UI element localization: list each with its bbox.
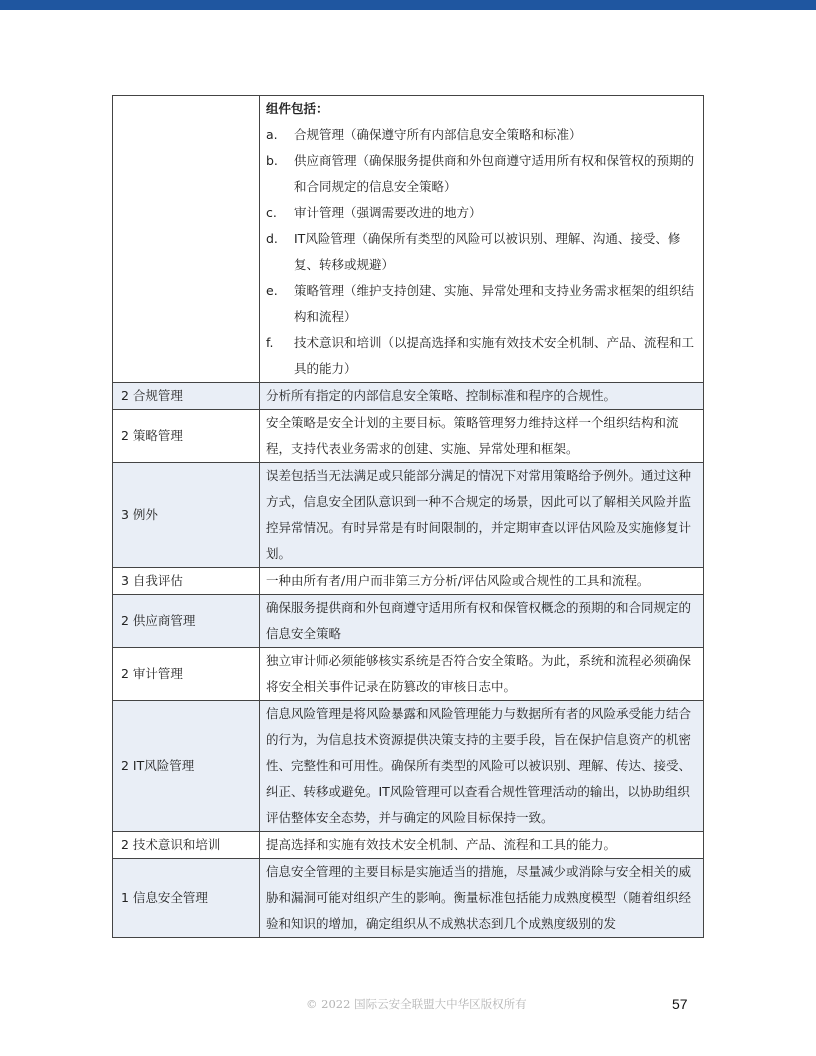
header-bar	[0, 0, 816, 10]
empty-label-cell	[113, 96, 260, 383]
row-description: 分析所有指定的内部信息安全策略、控制标准和程序的合规性。	[260, 383, 704, 410]
table-row	[113, 648, 704, 701]
table-row	[113, 859, 704, 938]
table-row	[113, 701, 704, 832]
row-label: 3 自我评估	[113, 568, 260, 595]
row-label: 2 策略管理	[113, 410, 260, 463]
row-label: 2 审计管理	[113, 648, 260, 701]
row-description: 一种由所有者/用户而非第三方分析/评估风险或合规性的工具和流程。	[260, 568, 704, 595]
list-item: e. 策略管理（维护支持创建、实施、异常处理和支持业务需求框架的组织结构和流程）	[266, 283, 695, 324]
row-description: 信息风险管理是将风险暴露和风险管理能力与数据所有者的风险承受能力结合的行为，为信息技术资源提供决策支持的主要手段，旨在保护信息资产的机密性、完整性和可用性。确保所有类型的风险可以被识别、理解、传达、接受、纠正、转移或避免。IT风险管理可以查看合规性管理活动的输出，以协助组织评估整体安全态势，并与确定的风险目标保持一致。	[260, 701, 704, 832]
row-description: 提高选择和实施有效技术安全机制、产品、流程和工具的能力。	[260, 832, 704, 859]
row-label: 2 技术意识和培训	[113, 832, 260, 859]
row-description: 安全策略是安全计划的主要目标。策略管理努力维持这样一个组织结构和流程，支持代表业务需求的创建、实施、异常处理和框架。	[260, 410, 704, 463]
list-item: d. IT风险管理（确保所有类型的风险可以被识别、理解、沟通、接受、修复、转移或规避）	[266, 231, 681, 272]
content-table	[112, 95, 704, 938]
row-description: 信息安全管理的主要目标是实施适当的措施，尽量减少或消除与安全相关的威胁和漏洞可能对组织产生的影响。衡量标准包括能力成熟度模型（随着组织经验和知识的增加，确定组织从不成熟状态到几个成熟度级别的发	[260, 859, 704, 938]
table-row	[113, 383, 704, 410]
row-label: 2 合规管理	[113, 383, 260, 410]
table-row	[113, 568, 704, 595]
row-description: 确保服务提供商和外包商遵守适用所有权和保管权概念的预期的和合同规定的信息安全策略	[260, 595, 704, 648]
list-item: c. 审计管理（强调需要改进的地方）	[266, 205, 482, 220]
row-description: 独立审计师必须能够核实系统是否符合安全策略。为此，系统和流程必须确保将安全相关事件记录在防篡改的审核日志中。	[260, 648, 704, 701]
row-label: 3 例外	[113, 463, 260, 568]
row-description: 误差包括当无法满足或只能部分满足的情况下对常用策略给予例外。通过这种方式，信息安全团队意识到一种不合规定的场景，因此可以了解相关风险并监控异常情况。有时异常是有时间限制的，并定期审查以评估风险及实施修复计划。	[260, 463, 704, 568]
components-title: 组件包括：	[266, 101, 329, 116]
table-row	[113, 463, 704, 568]
row-label: 1 信息安全管理	[113, 859, 260, 938]
page-number: 57	[672, 996, 688, 1012]
row-label: 2 供应商管理	[113, 595, 260, 648]
table-row	[113, 96, 704, 383]
table-row	[113, 595, 704, 648]
table-row	[113, 410, 704, 463]
list-item: f. 技术意识和培训（以提高选择和实施有效技术安全机制、产品、流程和工具的能力）	[266, 335, 695, 376]
list-item: a. 合规管理（确保遵守所有内部信息安全策略和标准）	[266, 127, 582, 142]
copyright-text: © 2022 国际云安全联盟大中华区版权所有	[306, 997, 527, 1011]
row-label: 2 IT风险管理	[113, 701, 260, 832]
list-item: b. 供应商管理（确保服务提供商和外包商遵守适用所有权和保管权的预期的和合同规定的信息安全策略）	[266, 153, 695, 194]
components-cell	[260, 96, 704, 383]
table-row	[113, 832, 704, 859]
